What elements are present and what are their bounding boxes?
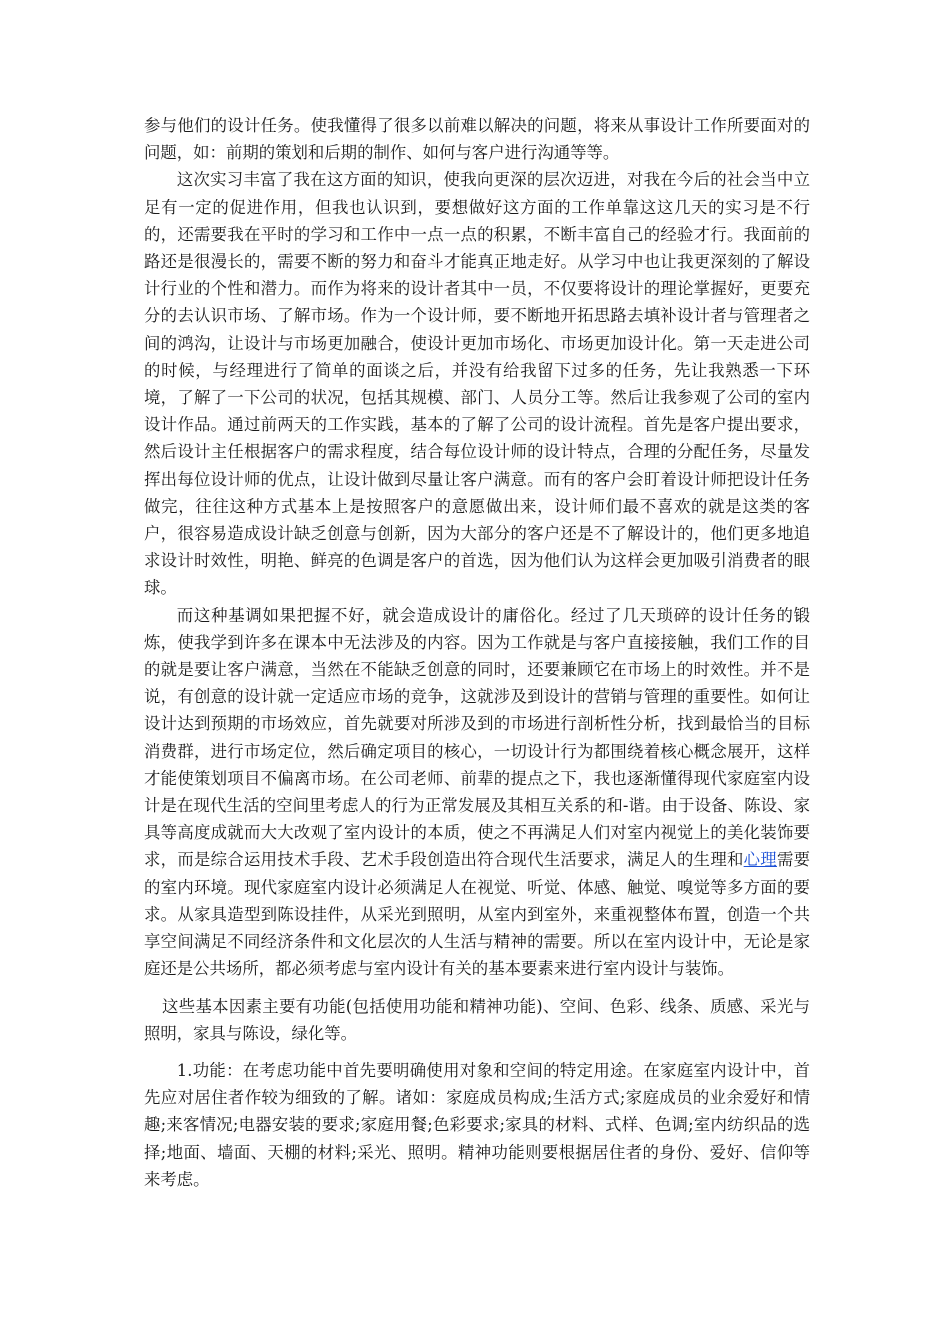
psychology-link[interactable]: 心理 (743, 850, 777, 870)
paragraph-3 (144, 602, 810, 983)
paragraph-5: 1.功能：在考虑功能中首先要明确使用对象和空间的特定用途。在家庭室内设计中，首先应对居住者作较为细致的了解。诸如：家庭成员构成;生活方式;家庭成员的业余爱好和情趣;来客情况;电器安装的要求;家庭用餐;色彩要求;家具的材料、式样、色调;室内纺织品的选择;地面、墙面、天棚的材料;采光、照明。精神功能则要根据居住者的身份、爱好、信仰等来考虑。 (144, 1060, 810, 1189)
paragraph-2: 这次实习丰富了我在这方面的知识，使我向更深的层次迈进，对我在今后的社会当中立足有一定的促进作用，但我也认识到，要想做好这方面的工作单靠这这几天的实习是不行的，还需要我在平时的学习和工作中一点一点的积累，不断丰富自己的经验才行。我面前的路还是很漫长的，需要不断的努力和奋斗才能真正地走好。从学习中也让我更深刻的了解设计行业的个性和潜力。而作为将来的设计者其中一员，不仅要将设计的理论掌握好，更要充分的去认识市场、了解市场。作为一个设计师，要不断地开拓思路去填补设计者与管理者之间的鸿沟，让设计与市场更加融合，使设计更加市场化、市场更加设计化。第一天走进公司的时候，与经理进行了简单的面谈之后，并没有给我留下过多的任务，先让我熟悉一下环境，了解了一下公司的状况，包括其规模、部门、人员分工等。然后让我参观了公司的室内设计作品。通过前两天的工作实践，基本的了解了公司的设计流程。首先是客户提出要求，然后设计主任根据客户的需求程度，结合每位设计师的设计特点，合理的分配任务，尽量发挥出每位设计师的优点，让设计做到尽量让客户满意。而有的客户会盯着设计师把设计任务做完，往往这种方式基本上是按照客户的意愿做出来，设计师们最不喜欢的就是这类的客户，很容易造成设计缺乏创意与创新，因为大部分的客户还是不了解设计的，他们更多地追求设计时效性，明艳、鲜亮的色调是客户的首选，因为他们认为这样会更加吸引消费者的眼球。 (144, 170, 810, 598)
document-body (144, 112, 810, 1193)
paragraph-4: 这些基本因素主要有功能(包括使用功能和精神功能)、空间、色彩、线条、质感、采光与照明，家具与陈设，绿化等。 (144, 996, 810, 1043)
paragraph-3-text-before-link: 而这种基调如果把握不好，就会造成设计的庸俗化。经过了几天琐碎的设计任务的锻炼，使我学到许多在课本中无法涉及的内容。因为工作就是与客户直接接触，我们工作的目的就是要让客户满意，当然在不能缺乏创意的同时，还要兼顾它在市场上的时效性。并不是说，有创意的设计就一定适应市场的竞争，这就涉及到设计的营销与管理的重要性。如何让设计达到预期的市场效应，首先就要对所涉及到的市场进行剖析性分析，找到最恰当的目标消费群，进行市场定位，然后确定项目的核心，一切设计行为都围绕着核心概念展开，这样才能使策划项目不偏离市场。在公司老师、前辈的提点之下，我也逐渐懂得现代家庭室内设计是在现代生活的空间里考虑人的行为正常发展及其相互关系的和-谐。由于设备、陈设、家具等高度成就而大大改观了室内设计的本质，使之不再满足人们对室内视觉上的美化装饰要求，而是综合运用技术手段、艺术手段创造出符合现代生活要求，满足人的生理和 (144, 605, 810, 870)
paragraph-3-text-after-link: 需要的室内环境。现代家庭室内设计必须满足人在视觉、听觉、体感、触觉、嗅觉等多方面的要求。从家具造型到陈设挂件，从采光到照明，从室内到室外，来重视整体布置，创造一个共享空间满足不同经济条件和文化层次的人生活与精神的需要。所以在室内设计中，无论是家庭还是公共场所，都必须考虑与室内设计有关的基本要素来进行室内设计与装饰。 (144, 850, 811, 979)
paragraph-1: 参与他们的设计任务。使我懂得了很多以前难以解决的问题，将来从事设计工作所要面对的问题，如：前期的策划和后期的制作、如何与客户进行沟通等等。 (144, 116, 810, 163)
